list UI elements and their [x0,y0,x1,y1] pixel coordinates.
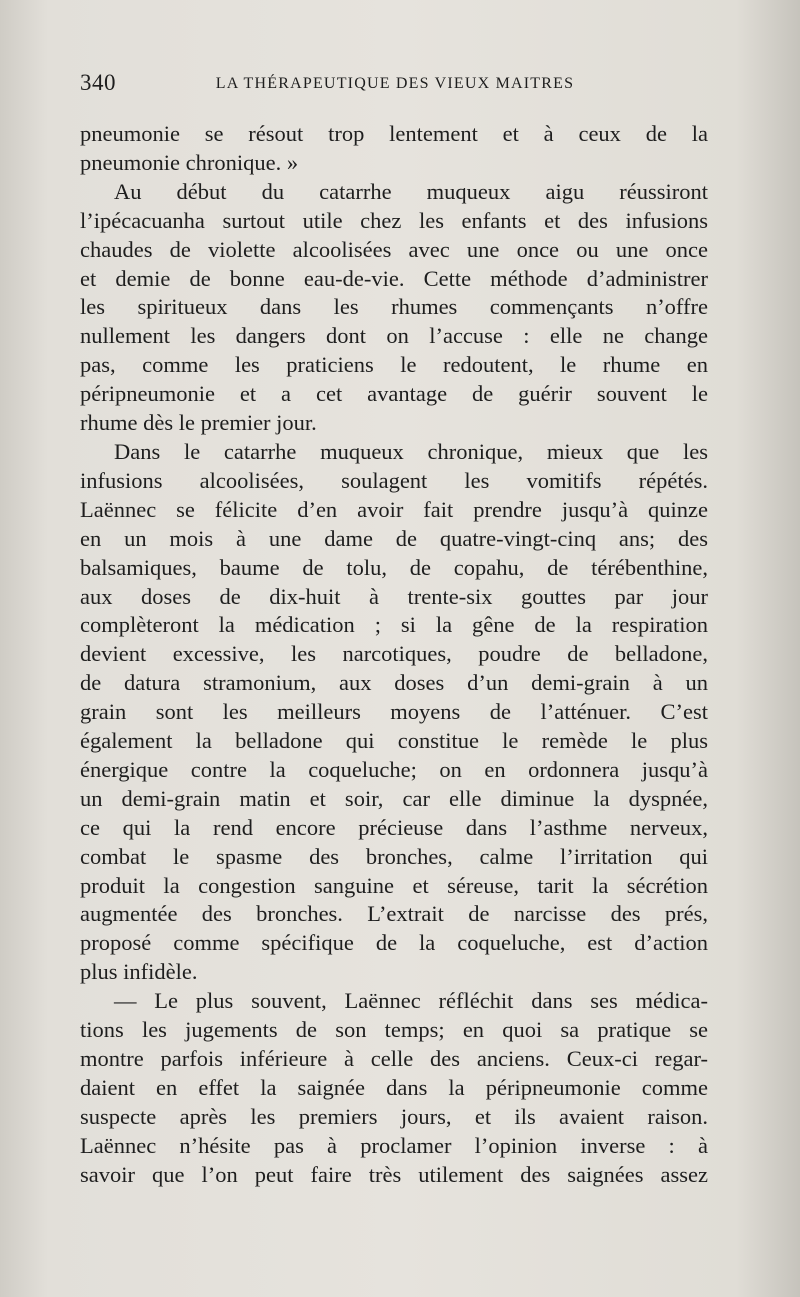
text-line: Au début du catarrhe muqueux aigu réussiront [114,178,708,204]
text-line: énergique contre la coqueluche; on en ordonnera jusqu’à [80,756,708,782]
text-line: un demi-grain matin et soir, car elle diminue la dyspnée, [80,785,708,811]
body-text [80,120,708,1190]
text-line: Dans le catarrhe muqueux chronique, mieux que les [114,438,708,464]
text-line: ce qui la rend encore précieuse dans l’asthme nerveux, [80,814,708,840]
text-line: proposé comme spécifique de la coqueluche, est d’action [80,930,708,956]
text-line: produit la congestion sanguine et séreuse, tarit la sécrétion [80,872,708,898]
text-line: suspecte après les premiers jours, et ils avaient raison. [80,1103,708,1129]
text-line: augmentée des bronches. L’extrait de narcisse des prés, [80,901,708,927]
text-line: complèteront la médication ; si la gêne de la respiration [80,612,708,638]
text-line: rhume dès le premier jour. [80,410,317,436]
text-line: Laënnec se félicite d’en avoir fait prendre jusqu’à quinze [80,496,708,522]
text-line: aux doses de dix-huit à trente-six gouttes par jour [80,583,708,609]
text-line: — Le plus souvent, Laënnec réfléchit dans ses médica- [114,988,708,1014]
text-line: infusions alcoolisées, soulagent les vomitifs répétés. [80,467,708,493]
text-line: et demie de bonne eau-de-vie. Cette méthode d’administrer [80,265,708,291]
text-line: montre parfois inférieure à celle des anciens. Ceux-ci regar- [80,1046,708,1071]
text-line: les spiritueux dans les rhumes commençants n’offre [80,294,708,320]
text-line: combat le spasme des bronches, calme l’irritation qui [80,843,708,869]
text-line: pas, comme les praticiens le redoutent, le rhume en [80,352,708,378]
page-number: 340 [80,70,116,95]
text-line: balsamiques, baume de tolu, de copahu, de térébenthine, [80,554,708,580]
text-line: plus infidèle. [80,959,198,985]
page-header [80,70,710,100]
text-line: nullement les dangers dont on l’accuse : elle ne change [80,323,708,349]
text-line: grain sont les meilleurs moyens de l’atténuer. C’est [80,699,708,725]
text-line: savoir que l’on peut faire très utilement des saignées assez [80,1161,708,1187]
text-line: également la belladone qui constitue le remède le plus [80,728,708,754]
text-line: pneumonie chronique. » [80,149,299,175]
text-line: de datura stramonium, aux doses d’un demi-grain à un [80,670,708,696]
text-line: Laënnec n’hésite pas à proclamer l’opinion inverse : à [80,1132,708,1158]
text-line: daient en effet la saignée dans la péripneumonie comme [80,1074,708,1100]
text-line: chaudes de violette alcoolisées avec une once ou une once [80,236,708,262]
text-line: en un mois à une dame de quatre-vingt-cinq ans; des [80,525,708,551]
running-title: LA THÉRAPEUTIQUE DES VIEUX MAITRES [215,75,575,92]
text-line: l’ipécacuanha surtout utile chez les enfants et des infusions [80,207,708,233]
text-line: pneumonie se résout trop lentement et à ceux de la [80,121,708,146]
text-line: tions les jugements de son temps; en quoi sa pratique se [80,1017,708,1043]
text-line: péripneumonie et a cet avantage de guérir souvent le [80,381,708,407]
text-line: devient excessive, les narcotiques, poudre de belladone, [80,641,708,667]
